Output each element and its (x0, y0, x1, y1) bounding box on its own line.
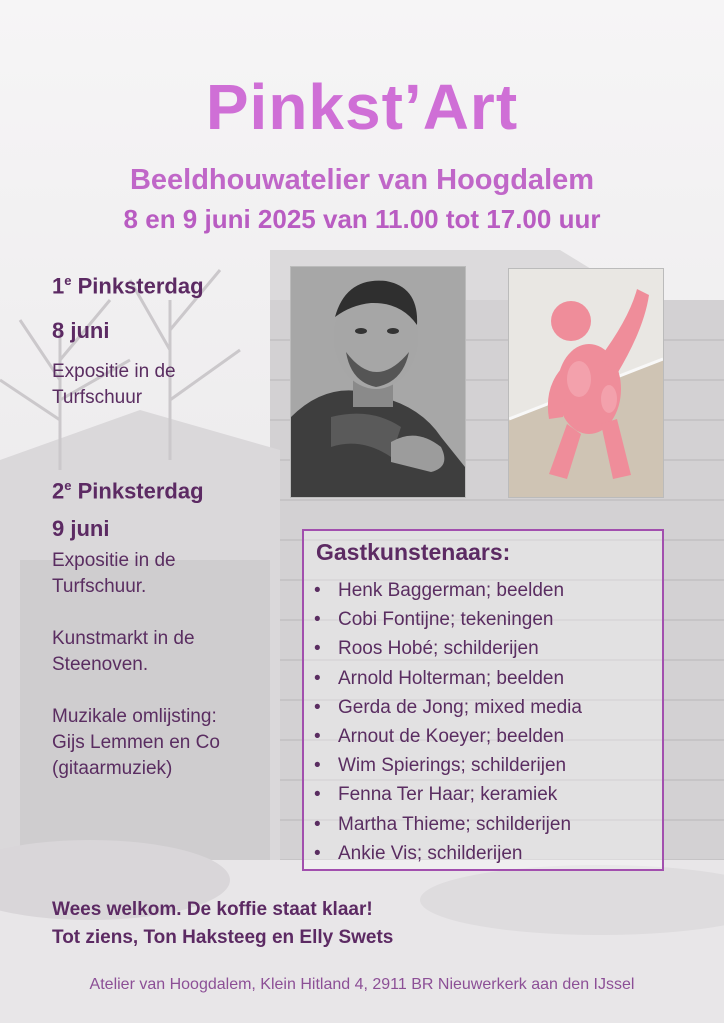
guest-artists-list (314, 576, 582, 868)
list-item: • Cobi Fontijne; tekeningen (314, 609, 554, 631)
day1-heading: 1e Pinksterdag (52, 273, 204, 299)
list-item: • Wim Spierings; schilderijen (314, 755, 567, 777)
day1-description: Expositie in de Turfschuur (52, 361, 176, 408)
list-item: • Gerda de Jong; mixed media (314, 696, 582, 718)
event-dates: 8 en 9 juni 2025 van 11.00 tot 17.00 uur (123, 204, 601, 234)
footer-address: Atelier van Hoogdalem, Klein Hitland 4, 2911 BR Nieuwerkerk aan den IJssel (89, 976, 635, 993)
list-item: • Arnold Holterman; beelden (314, 667, 565, 689)
welcome-message: Wees welkom. De koffie staat klaar! Tot ziens, Ton Haksteeg en Elly Swets (52, 899, 394, 948)
list-item: • Martha Thieme; schilderijen (314, 813, 572, 835)
event-title: Pinkst’Art (205, 71, 519, 143)
event-subtitle: Beeldhouwatelier van Hoogdalem (129, 164, 595, 196)
day2-description: Expositie in de Turfschuur. Kunstmarkt in de Steenoven. Muzikale omlijsting: Gijs Lemmen en Co (gitaarmuziek) (52, 550, 220, 779)
list-item: • Fenna Ter Haar; keramiek (314, 784, 558, 806)
list-item: • Roos Hobé; schilderijen (314, 638, 539, 660)
guest-artists-box (302, 529, 664, 871)
day2-date: 9 juni (52, 516, 110, 541)
pink-sculpture-image (508, 268, 664, 498)
guest-artists-title: Gastkunstenaars: (316, 539, 511, 565)
day2-heading: 2e Pinksterdag (52, 478, 204, 504)
day1-date: 8 juni (52, 318, 110, 343)
portrait-drawing-image (290, 266, 466, 498)
list-item: • Henk Baggerman; beelden (314, 580, 565, 601)
list-item: • Arnout de Koeyer; beelden (314, 726, 565, 748)
list-item: • Ankie Vis; schilderijen (314, 842, 523, 864)
